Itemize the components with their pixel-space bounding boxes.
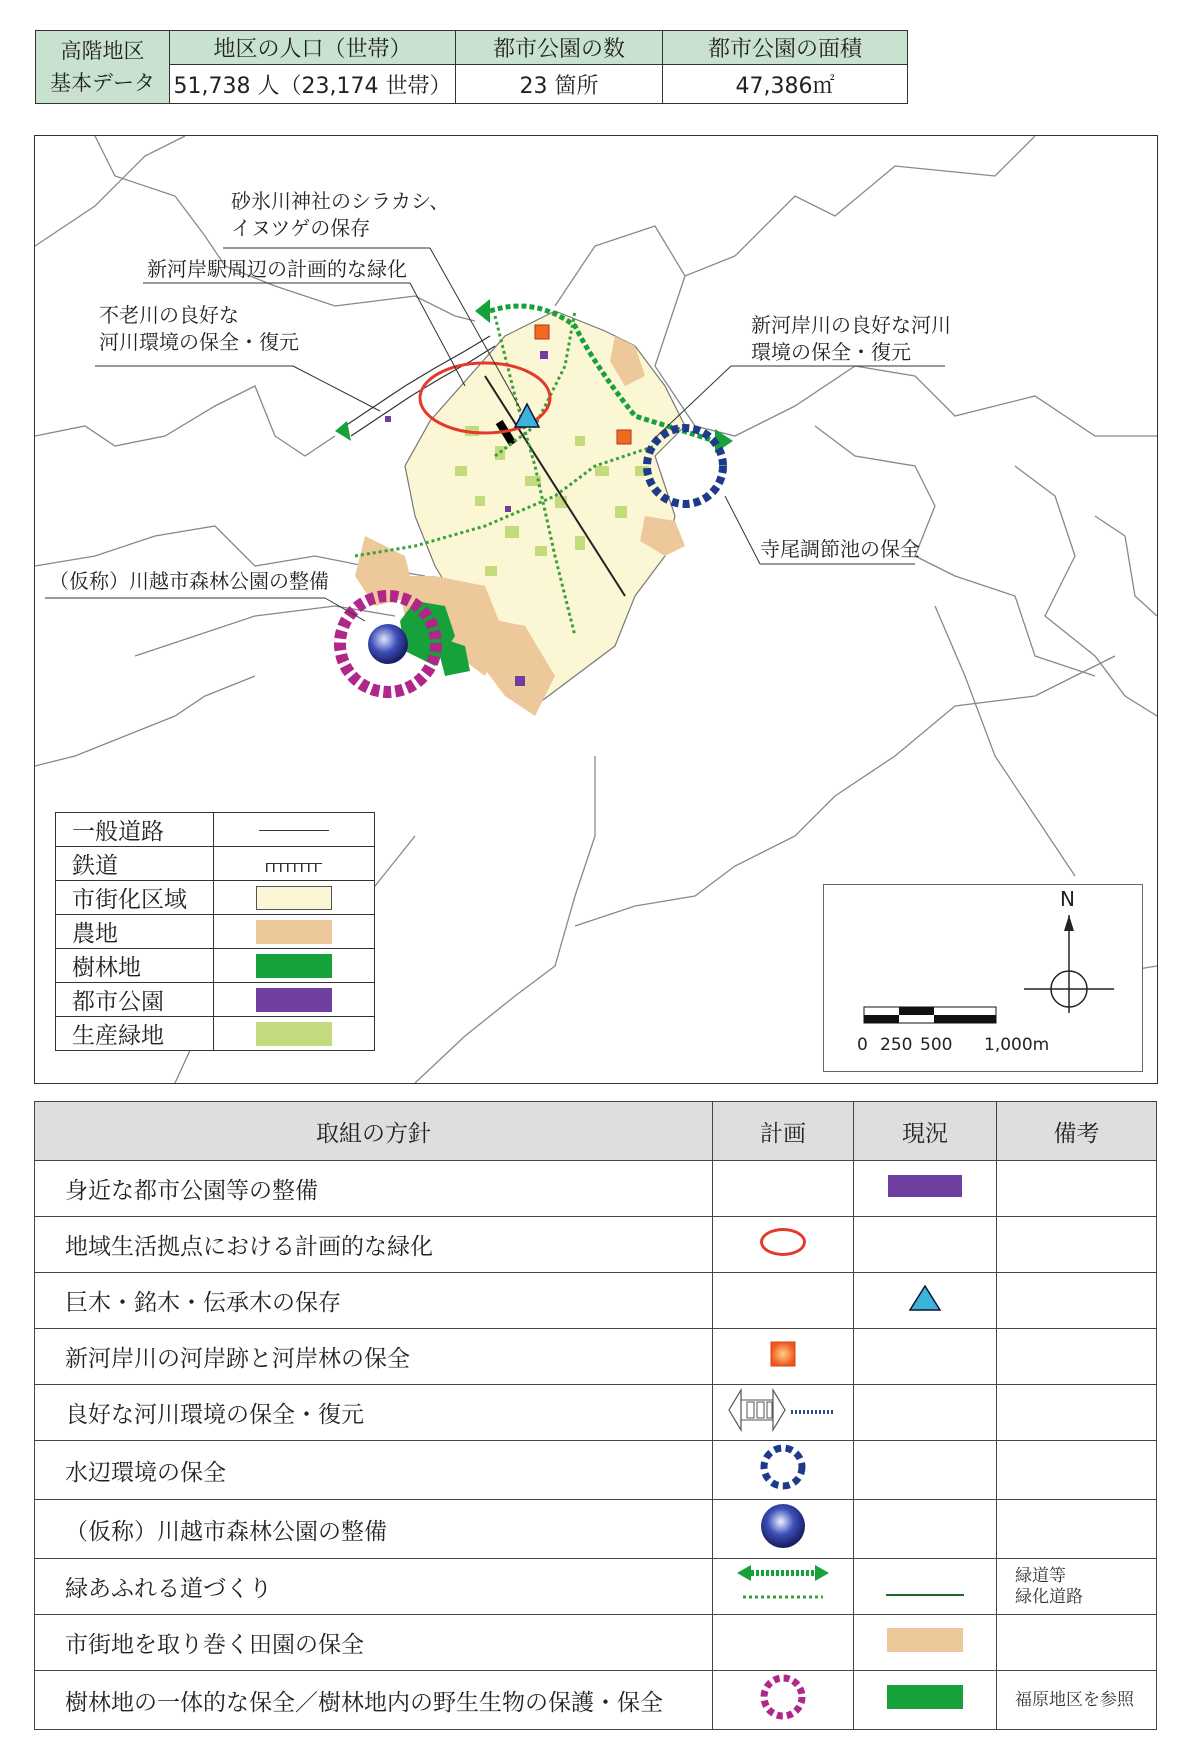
map-legend	[55, 812, 375, 1051]
legend-label: 農地	[56, 915, 214, 949]
farmland-bar-icon	[887, 1628, 963, 1652]
legend-row-productive-green	[56, 1017, 375, 1051]
policy-row	[35, 1161, 1157, 1217]
productive-green-swatch	[256, 1022, 332, 1046]
population-header: 地区の人口（世帯）	[170, 31, 456, 65]
urban-swatch	[256, 886, 332, 910]
red-ellipse-icon	[760, 1228, 806, 1256]
legend-row-woodland	[56, 949, 375, 983]
policy-row	[35, 1559, 1157, 1615]
policy-text: 身近な都市公園等の整備	[35, 1161, 713, 1217]
river-arrow-head-left	[475, 299, 490, 323]
annotation-station-greening: 新河岸駅周辺の計画的な緑化	[147, 257, 407, 281]
policy-row	[35, 1500, 1157, 1559]
park-area-value: 47,386㎡	[663, 65, 908, 104]
park-bar-icon	[888, 1175, 962, 1197]
triangle-icon	[908, 1284, 942, 1312]
legend-row-farmland	[56, 915, 375, 949]
policy-text: 良好な河川環境の保全・復元	[35, 1385, 713, 1441]
policy-table	[34, 1101, 1157, 1730]
orange-square-icon	[770, 1341, 796, 1367]
woodland-swatch	[256, 954, 332, 978]
population-value: 51,738 人（23,174 世帯）	[170, 65, 456, 104]
note-header: 備考	[997, 1102, 1157, 1161]
park-count-value: 23 箇所	[456, 65, 663, 104]
policy-text: 緑あふれる道づくり	[35, 1559, 713, 1615]
legend-label: 樹林地	[56, 949, 214, 983]
railway-swatch	[266, 863, 322, 872]
scale-svg	[824, 885, 1142, 1071]
legend-label: 生産緑地	[56, 1017, 214, 1051]
basic-data-table	[35, 30, 908, 104]
legend-label: 市街化区域	[56, 881, 214, 915]
policy-row	[35, 1217, 1157, 1273]
green-road-icon	[735, 1561, 831, 1607]
annotation-furoukawa: 不老川の良好な 河川環境の保全・復元	[99, 303, 299, 354]
north-label: N	[1060, 887, 1075, 911]
park-area-header: 都市公園の面積	[663, 31, 908, 65]
riverbank-square-1	[535, 325, 549, 339]
policy-text: 水辺環境の保全	[35, 1441, 713, 1500]
road-line-swatch	[259, 830, 329, 831]
woodland-bar-icon	[887, 1685, 963, 1709]
policy-row	[35, 1671, 1157, 1730]
policy-text: 巨木・銘木・伝承木の保存	[35, 1273, 713, 1329]
district-label	[36, 31, 170, 104]
policy-text: 新河岸川の河岸跡と河岸林の保全	[35, 1329, 713, 1385]
district-label-line1: 高階地区	[60, 39, 145, 63]
policy-row	[35, 1441, 1157, 1500]
annotation-forest-park: （仮称）川越市森林公園の整備	[49, 569, 329, 593]
current-header: 現況	[854, 1102, 997, 1161]
scale-label-1000: 1,000m	[984, 1035, 1050, 1055]
policy-text: 市街地を取り巻く田園の保全	[35, 1615, 713, 1671]
scale-label-250: 250	[880, 1035, 913, 1055]
scale-bar	[864, 1007, 996, 1023]
blue-sphere-icon	[757, 1500, 809, 1552]
policy-row	[35, 1385, 1157, 1441]
north-arrow-icon	[1024, 915, 1114, 1013]
policy-text: 地域生活拠点における計画的な緑化	[35, 1217, 713, 1273]
green-road-line-icon	[886, 1594, 964, 1596]
annotation-shingashi-river: 新河岸川の良好な河川 環境の保全・復元	[751, 313, 951, 364]
green-plan-map	[34, 135, 1158, 1084]
policy-note: 福原地区を参照	[997, 1671, 1157, 1730]
park-swatch	[256, 988, 332, 1012]
legend-label: 鉄道	[56, 847, 214, 881]
legend-label: 一般道路	[56, 813, 214, 847]
policy-header-row	[35, 1102, 1157, 1161]
navy-ring-icon	[757, 1441, 809, 1493]
annotation-terao-pond: 寺尾調節池の保全	[760, 537, 920, 561]
legend-row-railway	[56, 847, 375, 881]
legend-row-road	[56, 813, 375, 847]
policy-note: 緑道等 緑化道路	[997, 1559, 1157, 1615]
farmland-swatch	[256, 920, 332, 944]
policy-row	[35, 1329, 1157, 1385]
magenta-ring-icon	[757, 1671, 809, 1723]
park-count-header: 都市公園の数	[456, 31, 663, 65]
policy-text: 樹林地の一体的な保全／樹林地内の野生生物の保護・保全	[35, 1671, 713, 1730]
annotation-shrine-trees: 砂氷川神社のシラカシ、 イヌツゲの保存	[231, 189, 450, 240]
scale-north-box	[823, 884, 1143, 1072]
legend-label: 都市公園	[56, 983, 214, 1017]
policy-text: （仮称）川越市森林公園の整備	[35, 1500, 713, 1559]
scale-label-0: 0	[857, 1035, 868, 1055]
plan-header: 計画	[713, 1102, 854, 1161]
riverbank-square-2	[617, 430, 631, 444]
scale-label-500: 500	[920, 1035, 953, 1055]
river-restoration-icon	[727, 1388, 839, 1432]
policy-row	[35, 1615, 1157, 1671]
policy-row	[35, 1273, 1157, 1329]
legend-row-urban	[56, 881, 375, 915]
district-label-line2: 基本データ	[50, 71, 155, 95]
forest-park-sphere	[368, 624, 408, 664]
legend-row-park	[56, 983, 375, 1017]
policy-header: 取組の方針	[35, 1102, 713, 1161]
